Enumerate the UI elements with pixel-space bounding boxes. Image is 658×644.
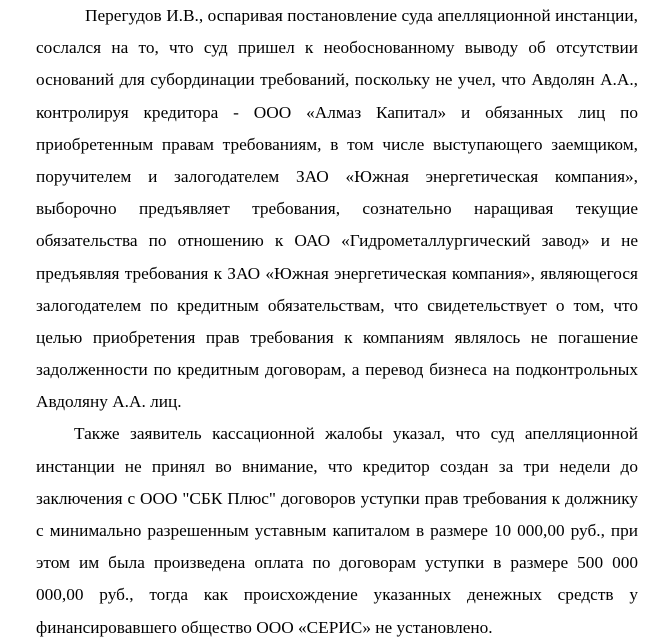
paragraph-2 (36, 418, 638, 643)
text-line: целью приобретения прав требования к компаниям являлось не погашение (36, 327, 638, 347)
text-line: Перегудов И.В., оспаривая постановление суда апелляционной инстанции, (85, 6, 638, 25)
text-line: с минимально разрешенным уставным капиталом в размере 10 000,00 руб., при (36, 521, 638, 540)
text-line: задолженности по кредитным договорам, а перевод бизнеса на подконтрольных (36, 360, 638, 380)
text-line: приобретенным правам требованиям, в том числе выступающего заемщиком, (36, 134, 638, 154)
text-line: Авдоляну А.А. лиц. (36, 392, 182, 412)
text-line: залогодателем по кредитным обязательствам, что свидетельствует о том, что (36, 295, 638, 315)
text-line: сослался на то, что суд пришел к необоснованному выводу об отсутствии (36, 38, 638, 58)
text-line: Также заявитель кассационной жалобы указал, что суд апелляционной (74, 424, 638, 444)
text-line: заключения с ООО "СБК Плюс" договоров уступки прав требования к должнику (36, 488, 638, 508)
text-line: инстанции не принял во внимание, что кредитор создан за три недели до (36, 456, 638, 476)
document-body (36, 0, 638, 644)
text-line: поручителем и залогодателем ЗАО «Южная энергетическая компания», (36, 166, 638, 186)
text-line: финансировавшего общество ООО «СЕРИС» не установлено. (36, 617, 493, 637)
text-line: оснований для субординации требований, поскольку не учел, что Авдолян А.А., (36, 70, 638, 90)
text-line: выборочно предъявляет требования, сознательно наращивая текущие (36, 199, 638, 219)
text-line: этом им была произведена оплата по договорам уступки в размере 500 000 (36, 553, 638, 573)
text-line: обязательства по отношению к ОАО «Гидрометаллургический завод» и не (36, 231, 638, 251)
text-line: предъявляя требования к ЗАО «Южная энергетическая компания», являющегося (36, 263, 638, 283)
text-line: 000,00 руб., тогда как происхождение указанных денежных средств у (36, 585, 638, 605)
paragraph-1 (36, 0, 638, 418)
text-line: контролируя кредитора - ООО «Алмаз Капитал» и обязанных лиц по (36, 102, 638, 122)
